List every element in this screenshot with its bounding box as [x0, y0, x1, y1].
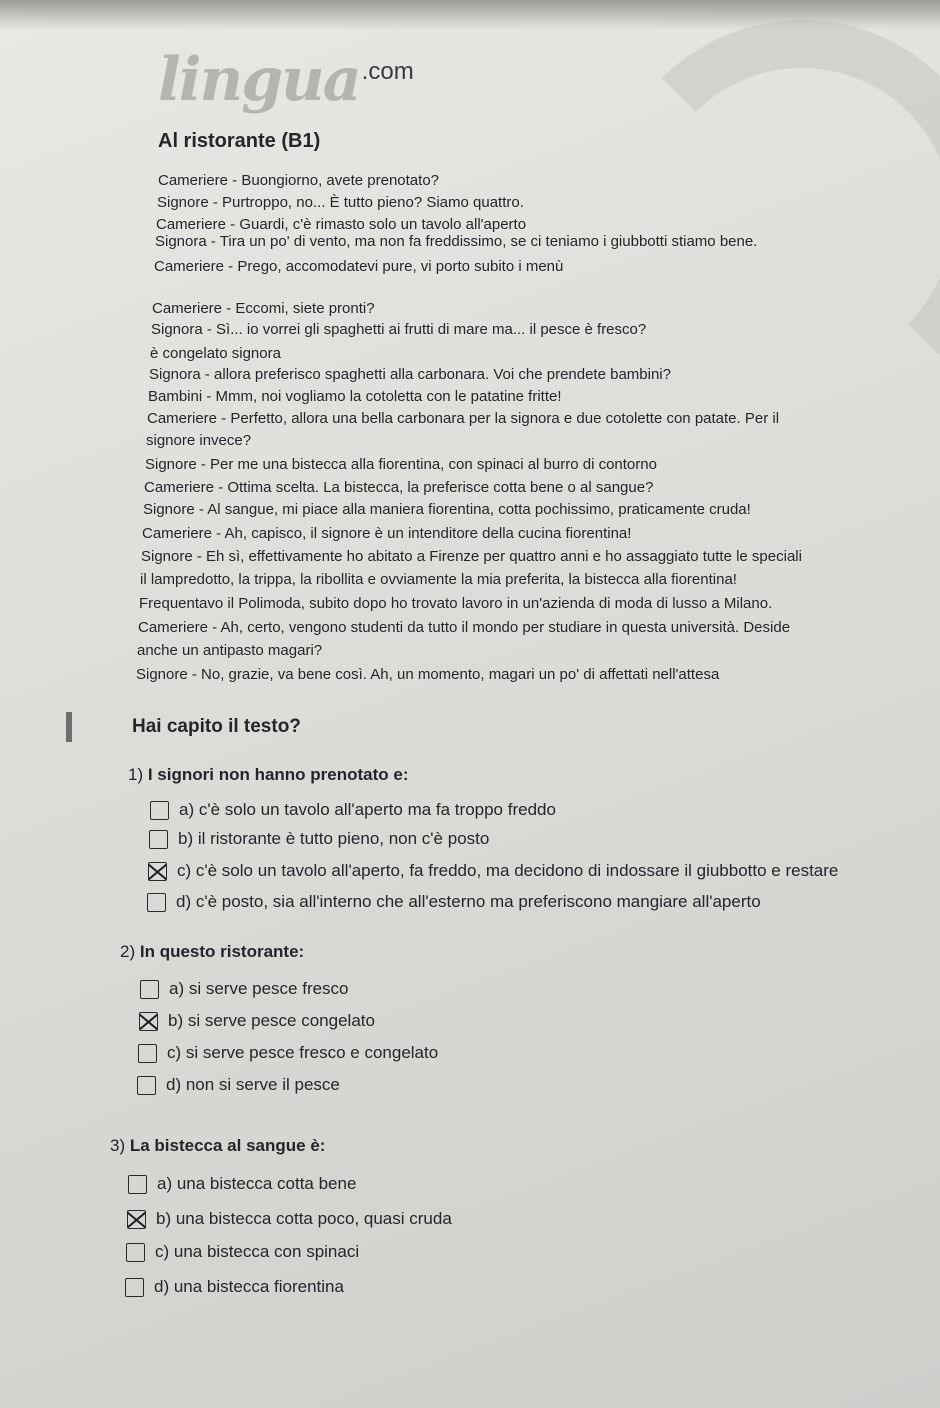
answer-option[interactable]	[126, 1242, 359, 1262]
answer-option[interactable]	[137, 1075, 340, 1095]
option-label: a) si serve pesce fresco	[169, 979, 349, 998]
lingua-logo	[158, 40, 414, 115]
logo-word: lingua	[158, 45, 360, 115]
dialogue-line: Signore - No, grazie, va bene così. Ah, un momento, magari un po' di affettati nell'attesa	[136, 666, 720, 683]
answer-option[interactable]	[125, 1277, 344, 1297]
answer-option[interactable]	[147, 892, 761, 912]
dialogue-line: Signora - allora preferisco spaghetti alla carbonara. Voi che prendete bambini?	[149, 366, 671, 383]
dialogue-line: Bambini - Mmm, noi vogliamo la cotoletta con le patatine fritte!	[148, 388, 562, 405]
checkbox[interactable]	[125, 1278, 144, 1297]
dialogue-line: Frequentavo il Polimoda, subito dopo ho trovato lavoro in un'azienda di moda di lusso a Milano.	[139, 595, 773, 612]
dialogue-line: Cameriere - Guardi, c'è rimasto solo un tavolo all'aperto	[156, 216, 527, 233]
dialogue-line: è congelato signora	[150, 345, 281, 362]
dialogue-line: Cameriere - Perfetto, allora una bella carbonara per la signora e due cotolette con patate. Per il	[147, 410, 780, 427]
dialogue-line: Signore - Per me una bistecca alla fiorentina, con spinaci al burro di contorno	[145, 456, 657, 473]
checkbox-checked[interactable]	[148, 862, 167, 881]
watermark-logo	[604, 20, 940, 416]
dialogue-line: Cameriere - Ah, certo, vengono studenti da tutto il mondo per studiare in questa università. Deside	[138, 619, 791, 636]
checkbox[interactable]	[138, 1044, 157, 1063]
option-label: c) c'è solo un tavolo all'aperto, fa freddo, ma decidono di indossare il giubbotto e restare	[177, 861, 839, 880]
dialogue-line: Signore - Purtroppo, no... È tutto pieno? Siamo quattro.	[157, 194, 524, 211]
dialogue-line: Signore - Eh sì, effettivamente ho abitato a Firenze per quattro anni e ho assaggiato tutte le speciali	[141, 548, 802, 565]
dialogue-line: il lampredotto, la trippa, la ribollita e ovviamente la mia preferita, la bistecca alla fiorentina!	[140, 571, 737, 588]
option-label: a) c'è solo un tavolo all'aperto ma fa troppo freddo	[179, 800, 556, 819]
margin-mark	[66, 712, 72, 742]
checkbox[interactable]	[149, 830, 168, 849]
checkbox[interactable]	[128, 1175, 147, 1194]
checkbox[interactable]	[150, 801, 169, 820]
checkbox-checked[interactable]	[139, 1012, 158, 1031]
dialogue-line: Signora - Tira un po' di vento, ma non fa freddissimo, se ci teniamo i giubbotti stiamo bene.	[155, 233, 758, 250]
question-text: La bistecca al sangue è:	[129, 1136, 326, 1155]
question-number: 2)	[120, 942, 136, 961]
answer-option[interactable]	[140, 979, 349, 999]
question-1	[128, 765, 409, 785]
option-label: c) una bistecca con spinaci	[155, 1242, 360, 1261]
logo-suffix: .com	[361, 58, 414, 85]
option-label: a) una bistecca cotta bene	[157, 1174, 357, 1193]
dialogue-line: signore invece?	[146, 432, 252, 449]
question-number: 3)	[110, 1136, 126, 1155]
answer-option[interactable]	[150, 800, 556, 820]
checkbox[interactable]	[140, 980, 159, 999]
dialogue-line: Signora - Sì... io vorrei gli spaghetti ai frutti di mare ma... il pesce è fresco?	[151, 321, 647, 338]
dialogue-line: Cameriere - Ah, capisco, il signore è un intenditore della cucina fiorentina!	[142, 525, 632, 542]
answer-option[interactable]	[127, 1209, 452, 1229]
answer-option[interactable]	[138, 1043, 438, 1063]
question-text: I signori non hanno prenotato e:	[147, 765, 409, 784]
dialogue-line: anche un antipasto magari?	[137, 642, 323, 659]
answer-option[interactable]	[148, 861, 838, 881]
option-label: c) si serve pesce fresco e congelato	[167, 1043, 439, 1062]
question-number: 1)	[128, 765, 144, 784]
option-label: b) una bistecca cotta poco, quasi cruda	[156, 1209, 452, 1228]
dialogue-line: Signore - Al sangue, mi piace alla maniera fiorentina, cotta pochissimo, praticamente cruda!	[143, 501, 751, 518]
dialogue-line: Cameriere - Ottima scelta. La bistecca, la preferisce cotta bene o al sangue?	[144, 479, 654, 496]
question-2	[120, 942, 304, 962]
question-text: In questo ristorante:	[139, 942, 305, 961]
answer-option[interactable]	[128, 1174, 356, 1194]
option-label: d) c'è posto, sia all'interno che all'esterno ma preferiscono mangiare all'aperto	[176, 892, 761, 911]
dialogue-line: Cameriere - Eccomi, siete pronti?	[152, 300, 375, 317]
dialogue-line: Cameriere - Prego, accomodatevi pure, vi porto subito i menù	[154, 258, 564, 275]
option-label: d) non si serve il pesce	[166, 1075, 340, 1094]
dialogue-line: Cameriere - Buongiorno, avete prenotato?	[158, 172, 440, 189]
option-label: d) una bistecca fiorentina	[154, 1277, 344, 1296]
option-label: b) si serve pesce congelato	[168, 1011, 375, 1030]
checkbox-checked[interactable]	[127, 1210, 146, 1229]
checkbox[interactable]	[147, 893, 166, 912]
checkbox[interactable]	[137, 1076, 156, 1095]
answer-option[interactable]	[139, 1011, 375, 1031]
option-label: b) il ristorante è tutto pieno, non c'è posto	[178, 829, 490, 848]
answer-option[interactable]	[149, 829, 489, 849]
quiz-title: Hai capito il testo?	[132, 716, 301, 737]
question-3	[110, 1136, 325, 1156]
page-title: Al ristorante (B1)	[158, 130, 321, 152]
checkbox[interactable]	[126, 1243, 145, 1262]
